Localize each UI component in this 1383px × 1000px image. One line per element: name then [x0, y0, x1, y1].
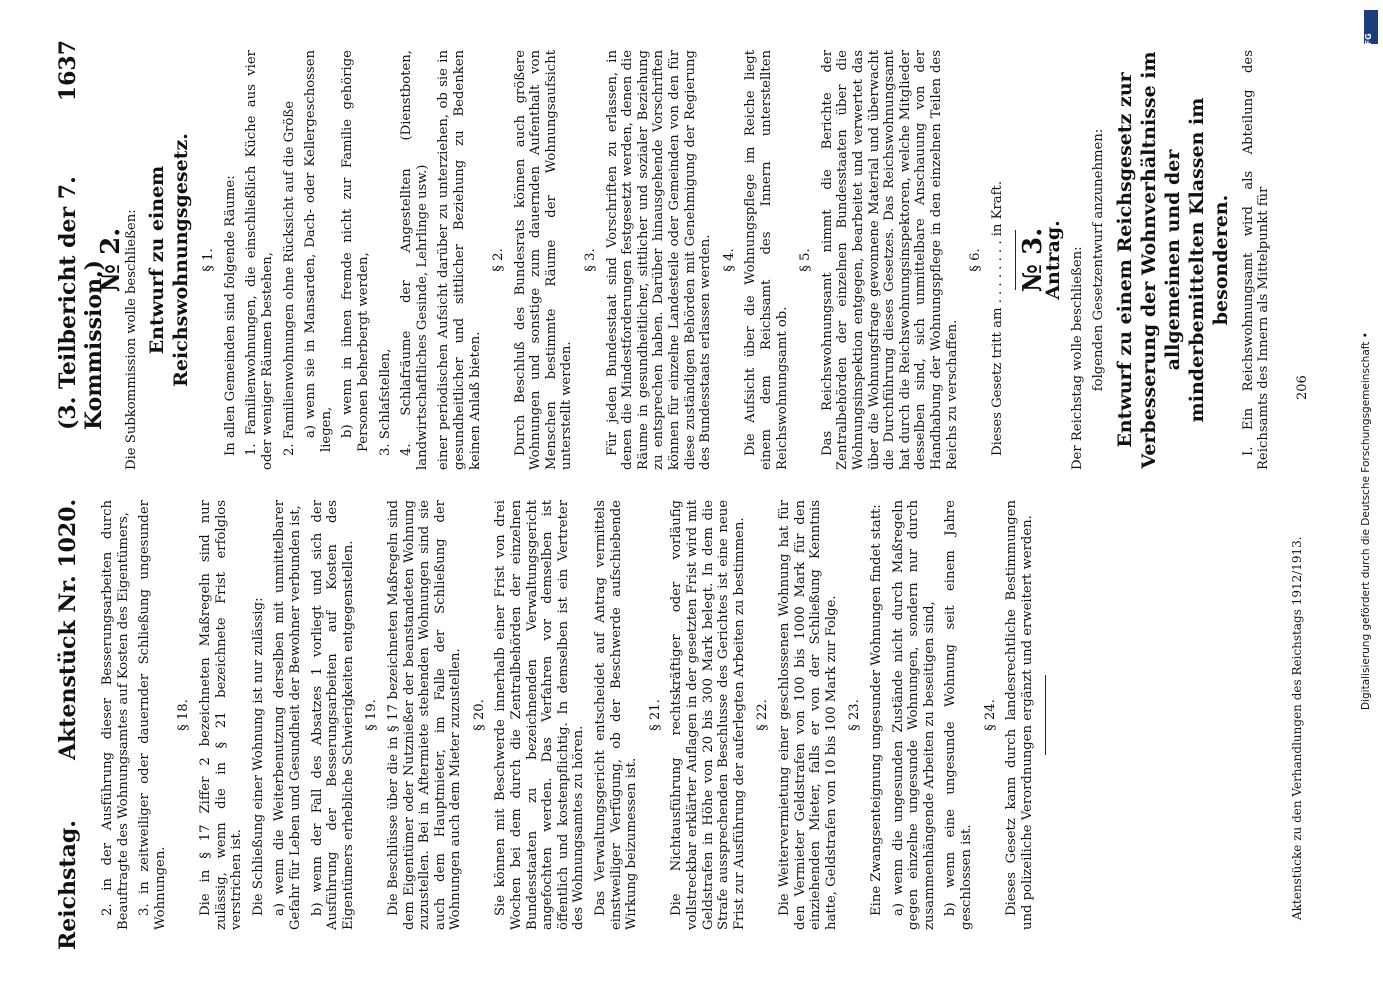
draft-title: Entwurf zu einem Reichsgesetz zur Verbesserung der Wohnverhältnisse im allgemeinen und der minderbemittelten Klassen im besonderen.	[1113, 51, 1232, 469]
section-heading: § 18.	[176, 699, 192, 731]
paragraph: Das Verwaltungsgericht entscheidet auf Antrag vermittels einstweiliger Verfügung, ob der Beschwerde aufschiebende Wirkung beizumessen ist.	[593, 500, 640, 930]
paragraph: 2. in der Ausführung dieser Besserungsarbeiten durch Beauftragte des Wohnungsamtes auf Kosten des Eigentümers,	[100, 500, 131, 930]
section-heading: § 5.	[798, 248, 814, 272]
paragraph: a) wenn die ungesunden Zustände nicht durch Maßregeln gegen einzelne ungesunde Wohnungen, sondern nur durch zusammenhängende Arbeiten zu beseitigen sind,	[890, 500, 937, 930]
section-heading: § 4.	[721, 248, 737, 272]
paragraph: I. Ein Reichswohnungsamt wird als Abteilung des Reichsamts des Innern als Mittelpunkt für	[1240, 50, 1272, 470]
paragraph: Das Reichswohnungsamt nimmt die Berichte der Zentralbehörden der einzelnen Bundesstaaten über die Wohnungsinspektion entgegen, bearbeitet und verwertet das über die Wohnungsfrage gewonnene Material und überwacht die Durchführung dieses Gesetzes. Das Reichswohnungsamt hat durch die Reichswohnungsinspektoren, welche Mitglieder desselben sind, sich unmittelbare Anschauung von der Handhabung der Wohnungspflege in den einzelnen Teilen des Reichs zu verschaffen.	[819, 50, 960, 470]
item-number: № 3.	[1018, 227, 1049, 293]
paragraph: a) wenn die Weiterbenutzung derselben mit unmittelbarer Gefahr für Leben und Gesundheit der Bewohner verbunden ist,	[272, 500, 303, 930]
paragraph: Durch Beschluß des Bundesrats können auch größere Wohnungen und sonstige zum dauernden Aufenthalt von Menschen bestimmte Räume der Wohnungsaufsicht unterstellt werden.	[512, 50, 575, 470]
footer-sheet-number: 206	[1295, 375, 1310, 400]
paragraph: Die Subkommission wolle beschließen:	[123, 209, 139, 470]
section-heading: § 21.	[647, 699, 663, 731]
header-title: Reichstag.	[55, 820, 81, 950]
header-aktenstueck: Aktenstück Nr. 1020.	[55, 498, 81, 760]
footer-source: Aktenstücke zu den Verhandlungen des Reichstags 1912/1913.	[1290, 536, 1304, 920]
left-column	[100, 500, 1056, 930]
paragraph: Eine Zwangsenteignung ungesunder Wohnungen findet statt:	[868, 504, 884, 916]
paragraph: 3. in zeitweiliger oder dauernder Schließung ungesunder Wohnungen.	[137, 500, 168, 930]
paragraph: Für jeden Bundesstaat sind Vorschriften zu erlassen, in denen die Mindestforderungen festgesetzt werden, denen die Räume in gesundheitlicher, sittlicher und sozialer Beziehung zu entsprechen haben. Darüber hinausgehende Vorschriften können für einzelne Landesteile oder Gemeinden von den für diese zuständigen Behörden mit Genehmigung der Regierung des Bundesstaats erlassen werden.	[604, 50, 714, 470]
list-item: a) wenn sie in Mansarden, Dach- oder Kellergeschossen liegen,	[303, 50, 334, 452]
dfg-logo-text: DFG	[1364, 33, 1373, 52]
right-column	[96, 50, 1278, 470]
paragraph: b) wenn der Fall des Absatzes 1 vorliegt und sich der Ausführung der Besserungsarbeiten auf Kosten des Eigentümers erhebliche Schwierigkeiten entgegenstellen.	[309, 500, 356, 930]
paragraph: folgenden Gesetzentwurf anzunehmen:	[1091, 128, 1107, 392]
antrag-heading: Antrag.	[1041, 220, 1064, 300]
section-heading: § 6.	[968, 248, 984, 272]
header-page-number: 1637	[55, 40, 81, 102]
paragraph: Die Nichtausführung rechtskräftiger oder vorläufig vollstreckbar erklärter Auflagen in der gesetzten Frist wird mit Geldstrafen in Höhe von 20 bis 300 Mark belegt. In dem die Strafe aussprechenden Beschlusse des Gerichtes ist eine neue Frist zur Ausführung der auferlegten Arbeiten zu bestimmen.	[669, 500, 747, 930]
section-heading: § 19.	[364, 699, 380, 731]
credit-text: Digitalisierung gefördert durch die Deutsche Forschungsgemeinschaft •	[1360, 332, 1372, 710]
paragraph: b) wenn eine ungesunde Wohnung seit einem Jahre geschlossen ist.	[943, 500, 974, 930]
list-item: 4. Schlafräume der Angestellten (Dienstboten, landwirtschaftliches Gesinde, Lehrlinge usw.)	[399, 50, 430, 470]
section-heading: § 2.	[491, 248, 507, 272]
paragraph: Sie können mit Beschwerde innerhalb einer Frist von drei Wochen bei dem durch die Zentralbehörden der einzelnen Bundesstaaten zu bezeichnenden Verwaltungsgericht angefochten werden. Das Verfahren vor demselben ist öffentlich und kostenpflichtig. In demselben ist ein Vertreter des Wohnungsamtes zu hören.	[493, 500, 587, 930]
page-header	[55, 40, 107, 950]
list-item: 2. Familienwohnungen ohne Rücksicht auf die Größe	[281, 100, 297, 456]
item-number: № 2.	[96, 227, 126, 293]
draft-title: Entwurf zu einem Reichswohnungsgesetz.	[146, 133, 193, 387]
paragraph: Dieses Gesetz tritt am . . . . . . . . in Kraft.	[989, 180, 1005, 456]
paragraph: Die Weitervermietung einer geschlossenen Wohnung hat für den Vermieter Geldstrafen von 100 bis 1000 Mark für den einziehenden Mieter, falls er von der Schließung Kenntnis hatte, Geldstrafen von 10 bis 100 Mark zur Folge.	[776, 500, 839, 930]
paragraph: Die Aufsicht über die Wohnungspflege im Reiche liegt einem dem Reichsamt des Innern unterstellten Reichswohnungsamt ob.	[743, 50, 790, 470]
digitization-credit	[1360, 10, 1376, 970]
list-item: b) wenn in ihnen fremde nicht zur Familie gehörige Personen beherbergt werden,	[340, 50, 371, 452]
paragraph: Die in § 17 Ziffer 2 bezeichneten Maßregeln sind nur zulässig, wenn die in § 21 bezeichnete Frist erfolglos verstrichen ist.	[197, 500, 245, 930]
list-item: 3. Schlafstellen,	[377, 348, 393, 456]
list-item: 1. Familienwohnungen, die einschließlich Küche aus vier oder weniger Räumen bestehen,	[244, 50, 275, 470]
section-heading: § 24.	[982, 699, 998, 731]
divider	[1015, 230, 1016, 290]
paragraph: Der Reichstag wolle beschließen:	[1069, 246, 1085, 470]
divider	[1045, 675, 1046, 755]
section-heading: § 20.	[471, 699, 487, 731]
dfg-logo	[1364, 10, 1378, 52]
paragraph: Die Schließung einer Wohnung ist nur zulässig:	[250, 597, 266, 916]
header-bericht: (3. Teilbericht der 7. Kommission.)	[55, 176, 107, 430]
section-heading: § 1.	[201, 248, 217, 272]
section-heading: § 23.	[847, 699, 863, 731]
section-heading: § 22.	[755, 699, 771, 731]
paragraph: einer periodischen Aufsicht darüber zu unterziehen, ob sie in gesundheitlicher und sittlicher Beziehung zu Bedenken keinen Anlaß bieten.	[436, 50, 483, 470]
paragraph: In allen Gemeinden sind folgende Räume:	[222, 175, 238, 456]
paragraph: Die Beschlüsse über die in § 17 bezeichneten Maßregeln sind dem Eigentümer oder Nutznießer der beanstandeten Wohnung zuzustellen. Bei in Aftermiete stehenden Wohnungen sind sie auch dem Hauptmieter, im Falle der Schließung der Wohnungen auch dem Mieter zuzustellen.	[385, 500, 464, 930]
paragraph: Dieses Gesetz kann durch landesrechtliche Bestimmungen und polizeiliche Verordnungen ergänzt und erweitert werden.	[1004, 500, 1035, 930]
section-heading: § 3.	[583, 248, 599, 272]
